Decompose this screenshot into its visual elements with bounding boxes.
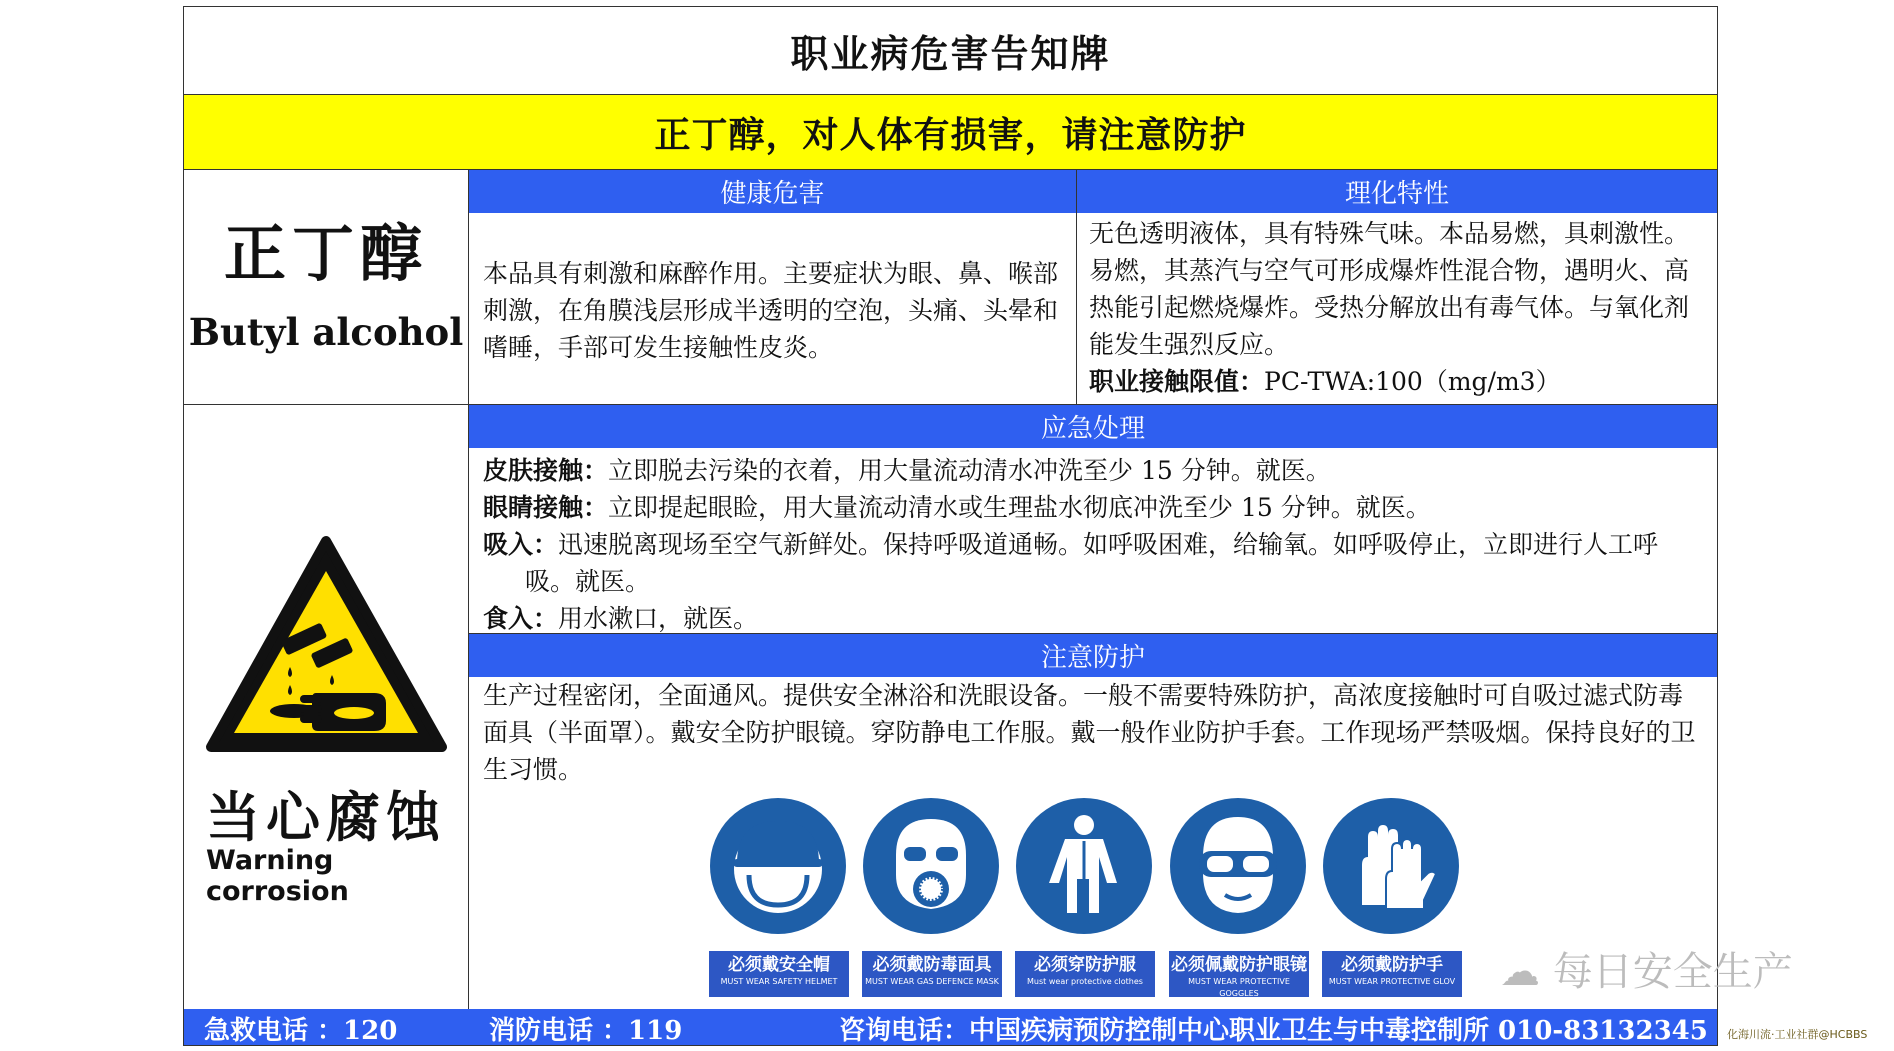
exposure-limit-label: 职业接触限值： <box>1089 367 1265 396</box>
ppe-label: 必须佩戴防护眼镜 MUST WEAR PROTECTIVE GOGGLES <box>1169 951 1309 997</box>
substance-name-en: Butyl alcohol <box>188 310 464 355</box>
credit-text: 化海川流·工业社群@HCBBS <box>1727 1028 1868 1041</box>
emergency-body <box>469 448 1717 634</box>
goggles-icon <box>1169 797 1307 935</box>
exposure-limit-value: PC-TWA:100（mg/m3） <box>1264 367 1561 396</box>
ppe-protective-suit <box>1015 797 1155 997</box>
physchem-text: 无色透明液体，具有特殊气味。本品易燃，具刺激性。易燃，其蒸汽与空气可形成爆炸性混合物，遇明火、高热能引起燃烧爆炸。受热分解放出有毒气体。与氧化剂能发生强烈反应。 <box>1089 219 1690 359</box>
first-aid-phone: 急救电话 ：120 <box>204 1016 398 1046</box>
consult-phone: 咨询电话：中国疾病预防控制中心职业卫生与中毒控制所 010-83132345 <box>839 1016 1708 1046</box>
gloves-icon <box>1322 797 1460 935</box>
ppe-label: 必须戴防毒面具 MUST WEAR GAS DEFENCE MASK <box>862 951 1002 997</box>
protection-text: 生产过程密闭，全面通风。提供安全淋浴和洗眼设备。一般不需要特殊防护，高浓度接触时可自吸过滤式防毒面具（半面罩）。戴安全防护眼镜。穿防静电工作服。戴一般作业防护手套。工作现场严禁吸烟。保持良好的卫生习惯。 <box>483 681 1696 784</box>
gas-mask-icon <box>862 797 1000 935</box>
ppe-helmet <box>709 797 849 997</box>
health-hazard-text: 本品具有刺激和麻醉作用。主要症状为眼、鼻、喉部刺激，在角膜浅层形成半透明的空泡，头痛、头晕和嗜睡，手部可发生接触性皮炎。 <box>469 213 1077 405</box>
ppe-goggles <box>1169 797 1309 997</box>
ppe-gas-mask <box>862 797 1002 997</box>
ppe-label: 必须戴安全帽 MUST WEAR SAFETY HELMET <box>709 951 849 997</box>
physchem-header: 理化特性 <box>1077 170 1717 213</box>
emergency-item-ingestion: 食入：用水漱口，就医。 <box>483 604 759 633</box>
warning-sign-cell <box>184 405 469 1009</box>
warning-sign-en: Warning corrosion <box>206 845 349 907</box>
substance-name-cn: 正丁醇 <box>223 216 428 290</box>
notice-board <box>183 6 1718 1046</box>
protection-header: 注意防护 <box>469 634 1717 677</box>
wechat-icon: ☁ <box>1500 949 1540 995</box>
footer-bar <box>184 1009 1717 1045</box>
warning-sign-cn: 当心腐蚀 <box>206 786 446 849</box>
emergency-header: 应急处理 <box>469 405 1717 448</box>
substance-name-cell <box>184 170 469 405</box>
ppe-gloves <box>1322 797 1462 997</box>
physchem-body <box>1077 213 1717 405</box>
ppe-label: 必须戴防护手 MUST WEAR PROTECTIVE GLOV <box>1322 951 1462 997</box>
ppe-label: 必须穿防护服 Must wear protective clothes <box>1015 951 1155 997</box>
emergency-item-skin: 皮肤接触：立即脱去污染的衣着，用大量流动清水冲洗至少 15 分钟。就医。 <box>483 456 1331 485</box>
corrosion-warning-icon <box>204 535 449 757</box>
board-title: 职业病危害告知牌 <box>184 7 1717 95</box>
health-hazard-header: 健康危害 <box>469 170 1077 213</box>
fire-phone: 消防电话 ：119 <box>489 1016 683 1046</box>
protective-suit-icon <box>1015 797 1153 935</box>
watermark: ☁ 每日安全生产 <box>1500 949 1793 995</box>
helmet-icon <box>709 797 847 935</box>
emergency-item-eye: 眼睛接触：立即提起眼睑，用大量流动清水或生理盐水彻底冲洗至少 15 分钟。就医。 <box>483 493 1431 522</box>
emergency-item-inhalation: 吸入：迅速脱离现场至空气新鲜处。保持呼吸道通畅。如呼吸困难，给输氧。如呼吸停止，立即进行人工呼吸。就医。 <box>483 530 1659 596</box>
warning-banner: 正丁醇，对人体有损害，请注意防护 <box>184 95 1717 170</box>
